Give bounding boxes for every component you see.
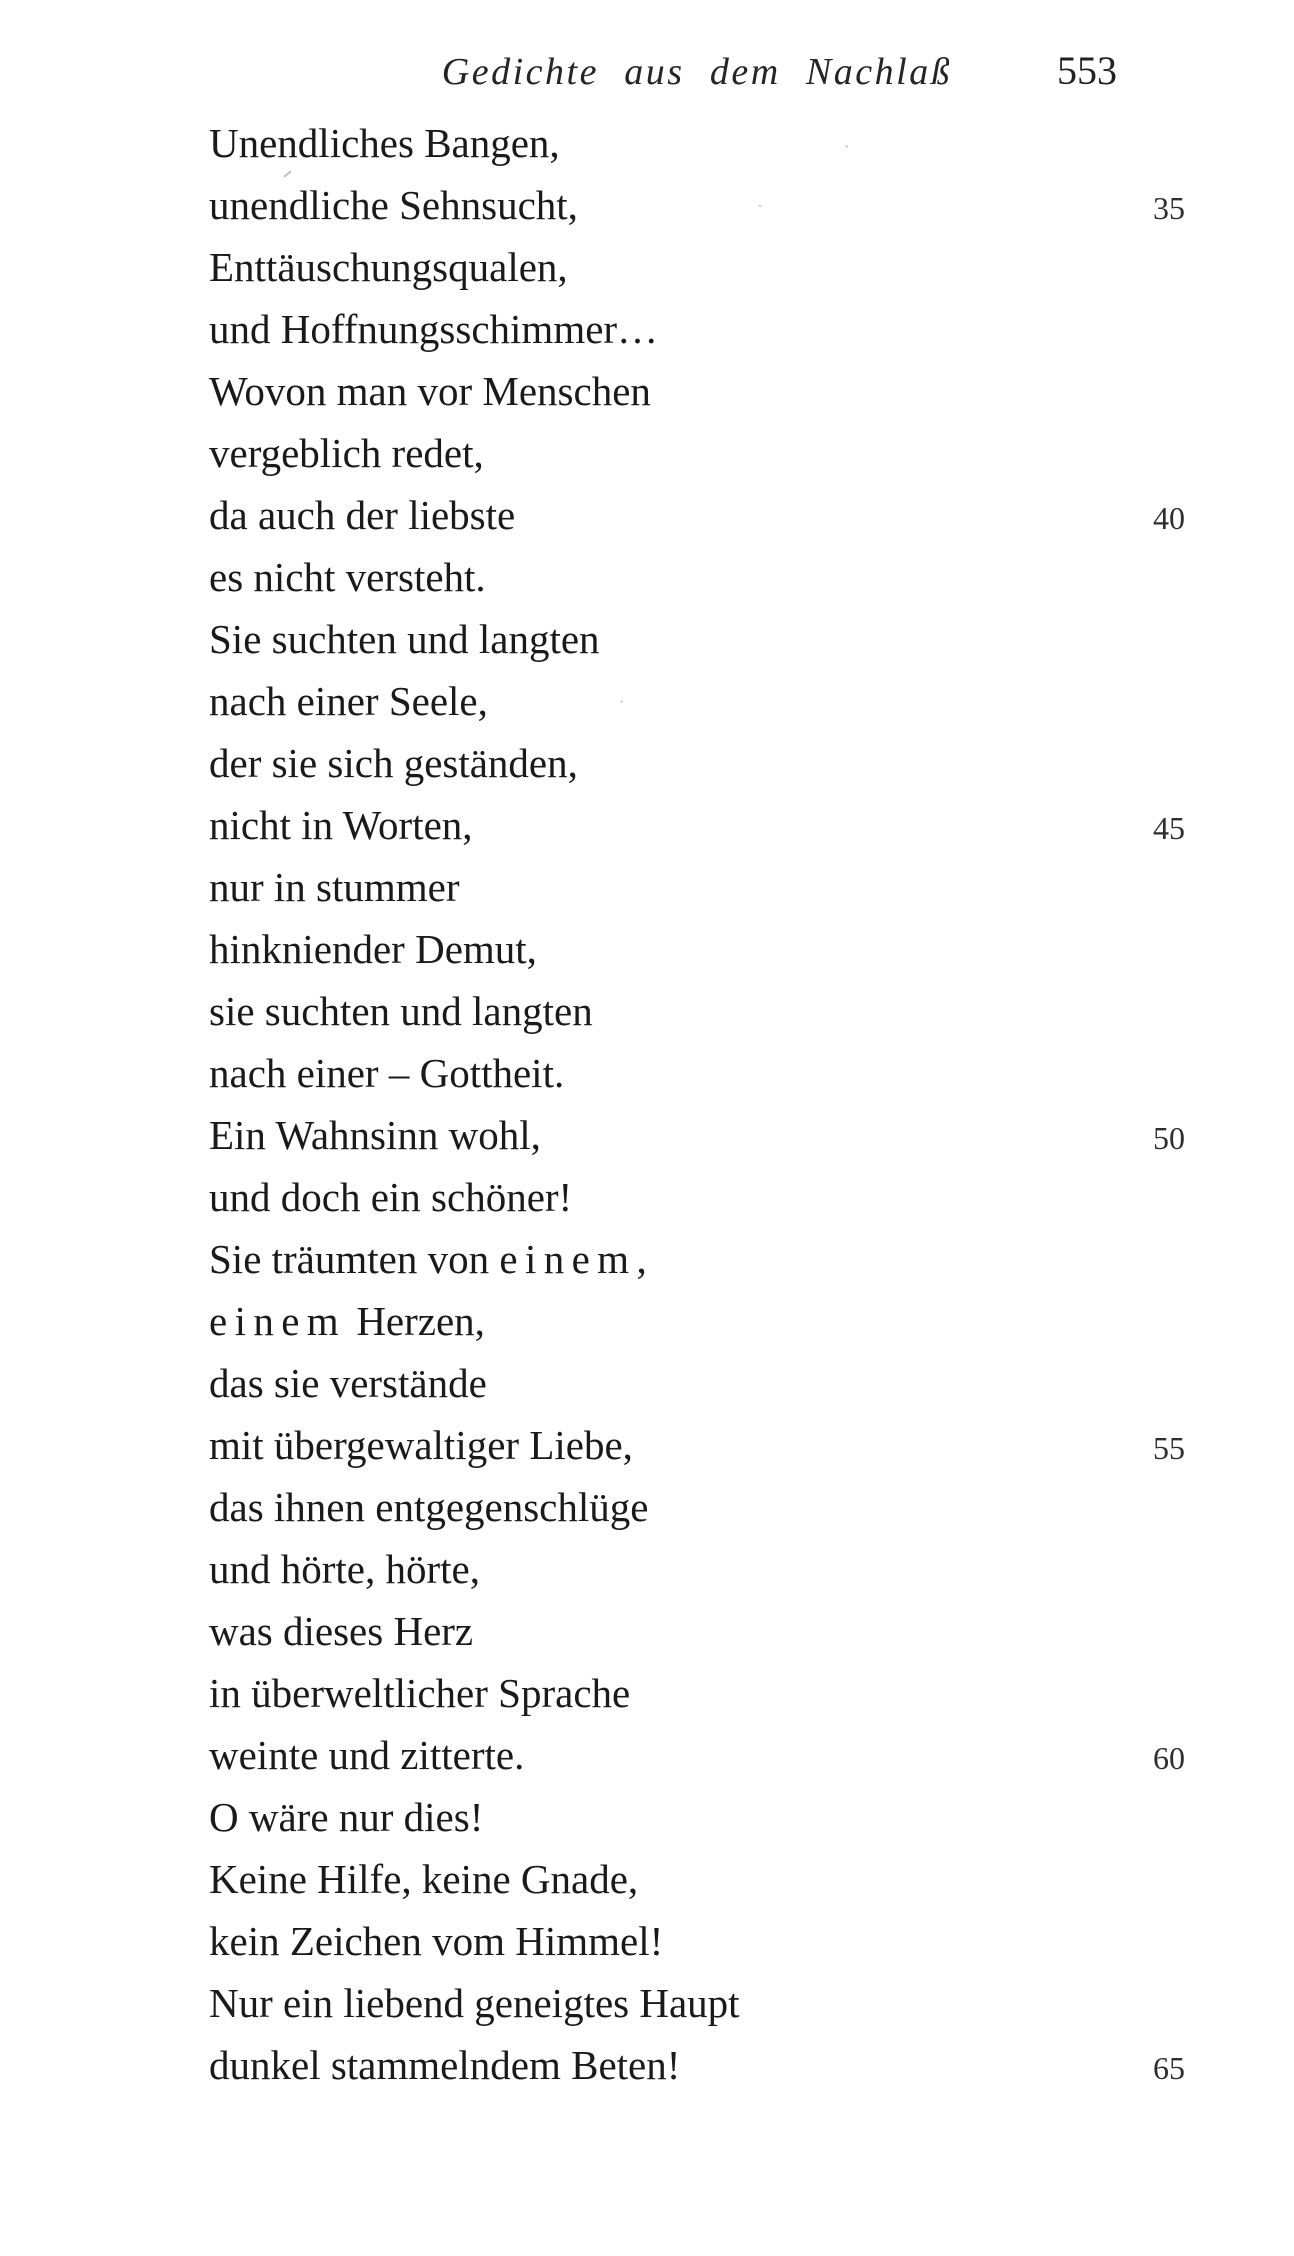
verse-text	[209, 368, 651, 414]
verse-text	[209, 802, 473, 848]
verse-text	[209, 1112, 541, 1158]
verse-segment: Enttäuschungsqualen,	[209, 244, 568, 290]
poem-line	[209, 670, 1185, 732]
poem-line	[209, 1476, 1185, 1538]
poem-line	[209, 1290, 1185, 1352]
poem-line	[209, 1414, 1185, 1476]
verse-segment: Ein Wahnsinn wohl,	[209, 1112, 541, 1158]
verse-text	[209, 1856, 638, 1902]
poem-line	[209, 1662, 1185, 1724]
verse-text	[209, 182, 578, 228]
verse-text	[209, 554, 486, 600]
verse-text	[209, 1422, 633, 1468]
verse-number: 50	[1153, 1120, 1185, 1156]
verse-segment: der sie sich geständen,	[209, 740, 578, 786]
verse-segment: da auch der liebste	[209, 492, 516, 538]
verse-segment: Nur ein liebend geneigtes Haupt	[209, 1980, 740, 2026]
verse-text	[209, 1608, 473, 1654]
poem-text-block	[209, 112, 1185, 2096]
verse-text	[209, 864, 460, 910]
verse-text	[209, 1484, 648, 1530]
verse-text	[209, 1980, 740, 2026]
poem-line	[209, 298, 1185, 360]
poem-line	[209, 484, 1185, 546]
verse-segment: nach einer Seele,	[209, 678, 488, 724]
poem-line	[209, 608, 1185, 670]
verse-segment: vergeblich redet,	[209, 430, 484, 476]
verse-segment: und Hoffnungsschimmer…	[209, 306, 659, 352]
verse-segment: Herzen,	[346, 1298, 485, 1344]
scan-speck	[620, 700, 623, 703]
verse-text	[209, 2042, 680, 2088]
verse-segment: Wovon man vor Menschen	[209, 368, 651, 414]
emphasized-word: einem	[209, 1298, 347, 1344]
verse-segment: kein Zeichen vom Himmel!	[209, 1918, 664, 1964]
verse-text	[209, 1236, 647, 1282]
verse-text	[209, 306, 658, 352]
verse-text	[209, 1360, 487, 1406]
verse-text	[209, 926, 537, 972]
verse-segment: unendliche Sehnsucht,	[209, 182, 578, 228]
verse-text	[209, 1670, 630, 1716]
poem-line	[209, 1724, 1185, 1786]
poem-line	[209, 1042, 1185, 1104]
poem-line	[209, 1786, 1185, 1848]
verse-segment: Unendliches Bangen,	[209, 120, 560, 166]
poem-line	[209, 1972, 1185, 2034]
verse-text	[209, 430, 484, 476]
verse-text	[209, 1050, 564, 1096]
poem-line	[209, 174, 1185, 236]
poem-line	[209, 794, 1185, 856]
poem-line	[209, 1352, 1185, 1414]
verse-text	[209, 244, 568, 290]
verse-segment: sie suchten und langten	[209, 988, 593, 1034]
verse-number: 60	[1153, 1740, 1185, 1776]
poem-line	[209, 856, 1185, 918]
running-title: Gedichte aus dem Nachlaß	[441, 51, 953, 93]
poem-line	[209, 1538, 1185, 1600]
verse-segment: mit übergewaltiger Liebe,	[209, 1422, 633, 1468]
verse-segment: Keine Hilfe, keine Gnade,	[209, 1856, 639, 1902]
poem-line	[209, 2034, 1185, 2096]
verse-text	[209, 1794, 483, 1840]
verse-segment: es nicht versteht.	[209, 554, 486, 600]
verse-text	[209, 616, 600, 662]
poem-line	[209, 422, 1185, 484]
verse-number: 45	[1153, 810, 1185, 846]
poem-line	[209, 980, 1185, 1042]
poem-line	[209, 1600, 1185, 1662]
verse-segment: weinte und zitterte.	[209, 1732, 525, 1778]
verse-text	[209, 740, 578, 786]
verse-text	[209, 1732, 524, 1778]
verse-segment: und doch ein schöner!	[209, 1174, 573, 1220]
poem-line	[209, 236, 1185, 298]
verse-segment: das sie verstände	[209, 1360, 487, 1406]
verse-segment: in überweltlicher Sprache	[209, 1670, 631, 1716]
emphasized-word: einem	[499, 1236, 637, 1282]
verse-text	[209, 988, 593, 1034]
verse-segment: Sie träumten von	[209, 1236, 500, 1282]
verse-number: 65	[1153, 2050, 1185, 2086]
poem-line	[209, 1104, 1185, 1166]
verse-text	[209, 1298, 485, 1344]
verse-text	[209, 1546, 480, 1592]
verse-segment: was dieses Herz	[209, 1608, 474, 1654]
verse-segment: und hörte, hörte,	[209, 1546, 480, 1592]
page-number: 553	[1057, 48, 1117, 93]
verse-number: 40	[1153, 500, 1185, 536]
poem-line	[209, 546, 1185, 608]
verse-text	[209, 1918, 663, 1964]
verse-text	[209, 120, 560, 166]
verse-text	[209, 678, 488, 724]
poem-line	[209, 1910, 1185, 1972]
poem-line	[209, 1228, 1185, 1290]
poem-line	[209, 918, 1185, 980]
verse-number: 55	[1153, 1430, 1185, 1466]
poem-line	[209, 1166, 1185, 1228]
verse-segment: nur in stummer	[209, 864, 460, 910]
verse-segment: nicht in Worten,	[209, 802, 473, 848]
page-header	[209, 50, 1185, 102]
verse-number: 35	[1153, 190, 1185, 226]
poem-line	[209, 112, 1185, 174]
verse-segment: Sie suchten und langten	[209, 616, 600, 662]
verse-segment: hinkniender Demut,	[209, 926, 537, 972]
verse-segment: das ihnen entgegenschlüge	[209, 1484, 649, 1530]
poem-line	[209, 1848, 1185, 1910]
verse-segment: O wäre nur dies!	[209, 1794, 484, 1840]
poem-line	[209, 732, 1185, 794]
verse-text	[209, 492, 515, 538]
verse-segment: ,	[636, 1236, 647, 1282]
scan-speck	[845, 145, 848, 148]
poem-line	[209, 360, 1185, 422]
verse-segment: dunkel stammelndem Beten!	[209, 2042, 681, 2088]
verse-segment: nach einer – Gottheit.	[209, 1050, 565, 1096]
verse-text	[209, 1174, 572, 1220]
